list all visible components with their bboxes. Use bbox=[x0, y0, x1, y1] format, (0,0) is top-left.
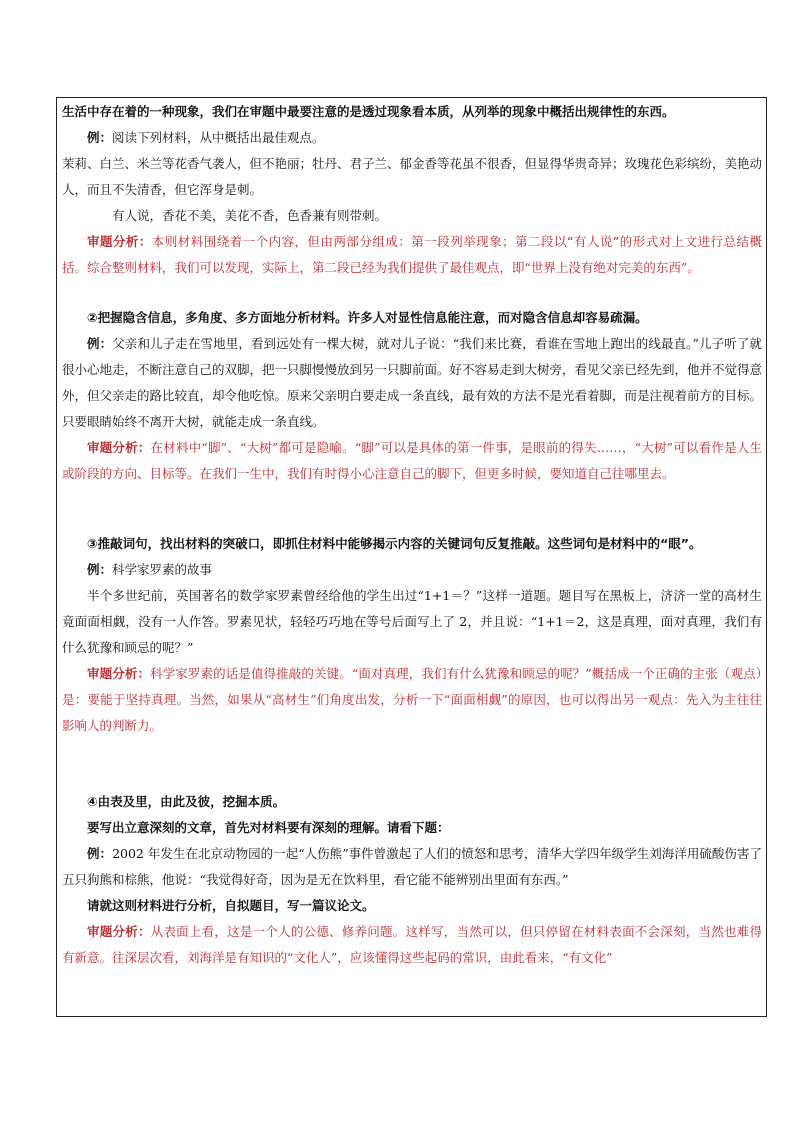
section4-heading: ④由表及里，由此及彼，挖掘本质。 bbox=[87, 794, 286, 809]
analysis-quote: “有文化” bbox=[562, 950, 613, 965]
analysis-text: 科学家罗素的话是值得推敲的关键。“面对真理，我们有什么犹豫和顾忌的呢？”概括成一个正确的主张（观点）是：要能于坚持真理。当然，如果从“高材生”们角度出发，分析一下“面面相觑”的原因，也可以得出另一观点：先入为主往往影响人的判断力。 bbox=[62, 666, 762, 733]
section4-example bbox=[62, 841, 762, 893]
analysis-label: 审题分析： bbox=[87, 666, 151, 681]
example-text: 阅读下列材料，从中概括出最佳观点。 bbox=[112, 130, 325, 145]
section4-analysis bbox=[62, 919, 762, 971]
section3-example bbox=[62, 557, 762, 583]
spacer bbox=[62, 487, 762, 531]
example-text: 科学家罗素的故事 bbox=[112, 562, 213, 577]
section3-story: 半个多世纪前，英国著名的数学家罗素曾经给他的学生出过“1+1＝？”这样一道题。题目写在黑板上，济济一堂的高材生竟面面相觑，没有一人作答。罗素见状，轻轻巧巧地在等号后面写上了 2，并且说：“1+1＝2，这是真理，面对真理，我们有什么犹豫和顾忌的呢？” bbox=[62, 588, 762, 655]
example-label: 例： bbox=[87, 846, 113, 861]
example-label: 例： bbox=[87, 130, 113, 145]
section2-heading: ②把握隐含信息，多角度、多方面地分析材料。许多人对显性信息能注意，而对隐含信息却容易疏漏。 bbox=[87, 310, 648, 325]
section1-analysis bbox=[62, 229, 762, 281]
analysis-text: 本则材料围绕着一个内容，但由两部分组成：第一段列举现象；第二段以“有人说”的形式对上文进行总结概括。综合整则材料，我们可以发现，实际上，第二段已经为我们提供了最佳观点，即 bbox=[62, 234, 762, 275]
document-body bbox=[62, 99, 762, 971]
analysis-quote: “世界上没有绝对完美的东西”。 bbox=[524, 260, 700, 275]
section1-material-quote: 有人说，香花不美，美花不香，色香兼有则带刺。 bbox=[112, 208, 388, 223]
analysis-label: 审题分析： bbox=[87, 924, 151, 939]
section1-material: 茉莉、白兰、米兰等花香气袭人，但不艳丽；牡丹、君子兰、郁金香等花虽不很香，但显得华贵奇异；玫瑰花色彩缤纷，美艳动人，而且不失清香，但它浑身是刺。 bbox=[62, 156, 763, 197]
section1-intro: 生活中存在着的一种现象，我们在审题中最要注意的是透过现象看本质，从列举的现象中概括出规律性的东西。 bbox=[62, 104, 675, 119]
analysis-text: 从表面上看，这是一个人的公德、修养问题。这样写，当然可以，但只停留在材料表面不会深刻，当然也难得有新意。往深层次看，刘海洋是有知识的“文化人”，应该懂得这些起码的常识，由此看来， bbox=[62, 924, 762, 965]
example-text: 父亲和儿子走在雪地里，看到远处有一棵大树，就对儿子说：“我们来比赛，看谁在雪地上跑出的线最直。”儿子听了就很小心地走，不断注意自己的双脚，把一只脚慢慢放到另一只脚前面。好不容易走到大树旁，看见父亲已经先到，他并不觉得意外，但父亲走的路比较直，却令他吃惊。原来父亲明白要走成一条直线，最有效的方法不是光看着脚，而是注视着前方的目标。只要眼睛始终不离开大树，就能走成一条直线。 bbox=[62, 336, 763, 429]
analysis-label: 审题分析： bbox=[87, 440, 151, 455]
section4-subheading: 要写出立意深刻的文章，首先对材料要有深刻的理解。请看下题： bbox=[87, 820, 450, 835]
section3-analysis bbox=[62, 661, 762, 739]
analysis-text: 在材料中“脚”、“大树”都可是隐喻。“脚”可以是具体的第一件事，是眼前的得失……，“大树”可以看作是人生或阶段的方向、目标等。在我们一生中，我们有时得小心注意自己的脚下，但更多时候，要知道自己往哪里去。 bbox=[62, 440, 762, 481]
section4-task: 请就这则材料进行分析，自拟题目，写一篇议论文。 bbox=[87, 898, 375, 913]
section2-analysis bbox=[62, 435, 762, 487]
example-text: 2002 年发生在北京动物园的一起“人伤熊”事件曾激起了人们的愤怒和思考，清华大学四年级学生刘海洋用硫酸伤害了五只狗熊和棕熊，他说：“我觉得好奇，因为是无在饮料里，看它能不能辨别出里面有东西。” bbox=[62, 846, 762, 887]
spacer bbox=[62, 739, 762, 789]
section2-example bbox=[62, 331, 762, 435]
example-label: 例： bbox=[87, 336, 113, 351]
spacer bbox=[62, 281, 762, 305]
section3-heading: ③推敲词句，找出材料的突破口，即抓住材料中能够揭示内容的关键词句反复推敲。这些词句是材料中的“眼”。 bbox=[87, 536, 702, 551]
section1-example bbox=[62, 125, 762, 151]
analysis-label: 审题分析： bbox=[87, 234, 152, 249]
example-label: 例： bbox=[87, 562, 113, 577]
